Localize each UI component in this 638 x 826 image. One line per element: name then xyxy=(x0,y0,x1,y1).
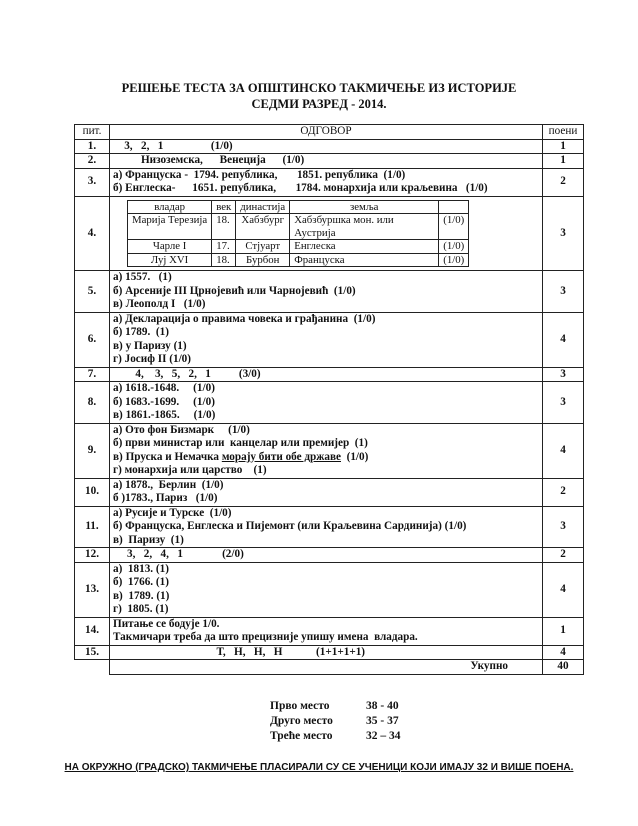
answer-text: (1/0) xyxy=(341,450,369,463)
question-number: 6. xyxy=(75,312,110,367)
answer-line: Питање се бодује 1/0. xyxy=(113,617,220,630)
ruler-cell: Хабзбург xyxy=(236,214,290,240)
question-number: 11. xyxy=(75,506,110,548)
answer-line: 3, 2, 1 (1/0) xyxy=(113,139,233,152)
ruler-header-cell: династија xyxy=(236,200,290,214)
ruler-cell: Марија Терезија xyxy=(128,214,212,240)
ruler-cell: 17. xyxy=(212,240,236,254)
footer-note: НА ОКРУЖНО (ГРАДСКО) ТАКМИЧЕЊЕ ПЛАСИРАЛИ СУ СЕ УЧЕНИЦИ КОЈИ ИМАЈУ 32 И ВИШЕ ПОЕНА. xyxy=(64,762,574,773)
ruler-header xyxy=(128,200,469,214)
answer-text: в) Пруска и Немачка xyxy=(113,450,222,463)
answer-line: Низоземска, Венеција (1/0) xyxy=(113,154,305,166)
ruler-cell: 18. xyxy=(212,214,236,240)
answer-cell xyxy=(110,154,543,169)
answer-line: а) Декларација о правима човека и грађанина (1/0) xyxy=(113,312,376,325)
answer-cell xyxy=(110,478,543,506)
table-row xyxy=(75,645,584,660)
points-cell: 3 xyxy=(543,382,584,424)
total-label: Укупно xyxy=(110,660,543,675)
table-row xyxy=(75,506,584,548)
answer-line: г) Јосиф II (1/0) xyxy=(113,353,191,365)
ruler-cell: Енглеска xyxy=(290,240,439,254)
table-row xyxy=(75,617,584,645)
table-row xyxy=(75,548,584,563)
answer-line: б) први министар или канцелар или премијер (1) xyxy=(113,437,368,449)
answer-table xyxy=(74,124,584,675)
points-cell: 3 xyxy=(543,367,584,382)
header-answer: ОДГОВОР xyxy=(110,125,543,140)
points-cell: 3 xyxy=(543,506,584,548)
rank-range: 32 – 34 xyxy=(366,730,401,742)
answer-line: б) Енглеска- 1651. република, 1784. монархија или краљевина (1/0) xyxy=(113,182,488,194)
table-row xyxy=(75,139,584,154)
question-number: 2. xyxy=(75,154,110,169)
rank-label: Треће место xyxy=(270,730,333,742)
answer-cell xyxy=(110,139,543,154)
question-number: 7. xyxy=(75,367,110,382)
total-row xyxy=(75,660,584,675)
points-cell: 1 xyxy=(543,154,584,169)
ruler-header-cell xyxy=(439,200,469,214)
table-row xyxy=(75,382,584,424)
ruler-header-cell: владар xyxy=(128,200,212,214)
answer-line: г) монархија или царство (1) xyxy=(113,464,267,476)
answer-cell xyxy=(110,548,543,563)
question-number: 4. xyxy=(75,196,110,271)
points-cell: 2 xyxy=(543,478,584,506)
rank-row xyxy=(270,730,401,745)
points-cell: 3 xyxy=(543,196,584,271)
answer-line: а) Француска - 1794. република, 1851. република (1/0) xyxy=(113,168,406,181)
rank-row xyxy=(270,700,401,715)
question-number: 15. xyxy=(75,645,110,660)
points-cell: 4 xyxy=(543,645,584,660)
answer-line: а) Ото фон Бизмарк (1/0) xyxy=(113,423,250,436)
rank-range: 35 - 37 xyxy=(366,715,399,727)
underlined-text: морају бити обе државе xyxy=(221,450,341,463)
answer-cell xyxy=(110,312,543,367)
ruler-row xyxy=(128,214,469,240)
points-cell: 3 xyxy=(543,271,584,313)
points-cell: 4 xyxy=(543,423,584,478)
answer-line: в) Леополд I (1/0) xyxy=(113,298,206,310)
rank-label: Прво место xyxy=(270,700,330,712)
header-points: поени xyxy=(543,125,584,140)
table-row xyxy=(75,168,584,196)
ruler-cell: Француска xyxy=(290,253,439,267)
question-number: 14. xyxy=(75,617,110,645)
answer-line: а) 1878., Берлин (1/0) xyxy=(113,478,224,491)
question-number: 12. xyxy=(75,548,110,563)
header-question: пит. xyxy=(75,125,110,140)
answer-line: в) 1861.-1865. (1/0) xyxy=(113,409,216,421)
table-row xyxy=(75,423,584,478)
table-row xyxy=(75,271,584,313)
ruler-cell: Бурбон xyxy=(236,253,290,267)
answer-line: 4, 3, 5, 2, 1 (3/0) xyxy=(113,367,261,380)
answer-cell xyxy=(110,506,543,548)
ruler-cell: Чарле I xyxy=(128,240,212,254)
answer-line: Такмичари треба да што прецизније упишу имена владара. xyxy=(113,631,418,643)
answer-cell xyxy=(110,382,543,424)
rank-label: Друго место xyxy=(270,715,333,727)
answer-cell xyxy=(110,617,543,645)
points-cell: 2 xyxy=(543,168,584,196)
ruler-cell: 18. xyxy=(212,253,236,267)
table-row xyxy=(75,478,584,506)
answer-line: а) 1618.-1648. (1/0) xyxy=(113,382,215,394)
table-row xyxy=(75,367,584,382)
table-row xyxy=(75,562,584,617)
table-row xyxy=(75,196,584,271)
rank-row xyxy=(270,715,401,730)
ruler-header-cell: земља xyxy=(290,200,439,214)
answer-line: б) Арсеније III Црнојевић или Чарнојевић (1/0) xyxy=(113,284,356,297)
table-header-row xyxy=(75,125,584,140)
ruler-table xyxy=(127,200,469,268)
answer-line: б )1783., Париз (1/0) xyxy=(113,492,218,504)
ruler-row xyxy=(128,240,469,254)
question-number: 10. xyxy=(75,478,110,506)
answer-line: а) 1813. (1) xyxy=(113,562,169,575)
answer-line: а) 1557. (1) xyxy=(113,271,172,283)
answer-cell xyxy=(110,271,543,313)
answer-line: в) 1789. (1) xyxy=(113,589,170,602)
question-number: 8. xyxy=(75,382,110,424)
page-subtitle: СЕДМИ РАЗРЕД - 2014. xyxy=(251,97,387,111)
answer-cell xyxy=(110,367,543,382)
total-value: 40 xyxy=(543,660,584,675)
question-number: 1. xyxy=(75,139,110,154)
points-cell: 2 xyxy=(543,548,584,563)
answer-line: Т, Н, Н, Н (1+1+1+1) xyxy=(113,645,366,658)
answer-line: 3, 2, 4, 1 (2/0) xyxy=(113,548,244,560)
table-row xyxy=(75,154,584,169)
answer-line: в) у Паризу (1) xyxy=(113,339,187,352)
ruler-cell: Хабзбуршка мон. или Аустрија xyxy=(290,214,439,240)
ruler-cell: (1/0) xyxy=(439,214,469,240)
points-cell: 1 xyxy=(543,139,584,154)
answer-line: б) 1766. (1) xyxy=(113,576,169,588)
points-cell: 1 xyxy=(543,617,584,645)
answer-line: б) 1789. (1) xyxy=(113,326,169,338)
answer-cell xyxy=(110,562,543,617)
ruler-cell: (1/0) xyxy=(439,240,469,254)
ruler-cell: (1/0) xyxy=(439,253,469,267)
question-number: 13. xyxy=(75,562,110,617)
answer-line xyxy=(113,451,539,465)
rank-list xyxy=(270,700,401,745)
answer-cell xyxy=(110,645,543,660)
ruler-row xyxy=(128,253,469,267)
question-number: 5. xyxy=(75,271,110,313)
ruler-cell: Луј XVI xyxy=(128,253,212,267)
answer-cell xyxy=(110,168,543,196)
empty-cell xyxy=(75,660,110,675)
rank-range: 38 - 40 xyxy=(366,700,399,712)
answer-line: б) Француска, Енглеска и Пијемонт (или Краљевина Сардинија) (1/0) xyxy=(113,520,467,532)
table-row xyxy=(75,312,584,367)
page-title: РЕШЕЊЕ ТЕСТА ЗА ОПШТИНСКО ТАКМИЧЕЊЕ ИЗ ИСТОРИЈЕ xyxy=(121,81,517,95)
answer-cell xyxy=(110,196,543,271)
answer-line: в) Паризу (1) xyxy=(113,533,184,546)
ruler-header-cell: век xyxy=(212,200,236,214)
answer-line: а) Русије и Турске (1/0) xyxy=(113,506,232,519)
answer-cell xyxy=(110,423,543,478)
answer-line: б) 1683.-1699. (1/0) xyxy=(113,395,215,408)
ruler-cell: Стјуарт xyxy=(236,240,290,254)
question-number: 9. xyxy=(75,423,110,478)
question-number: 3. xyxy=(75,168,110,196)
points-cell: 4 xyxy=(543,312,584,367)
points-cell: 4 xyxy=(543,562,584,617)
answer-line: г) 1805. (1) xyxy=(113,603,169,615)
